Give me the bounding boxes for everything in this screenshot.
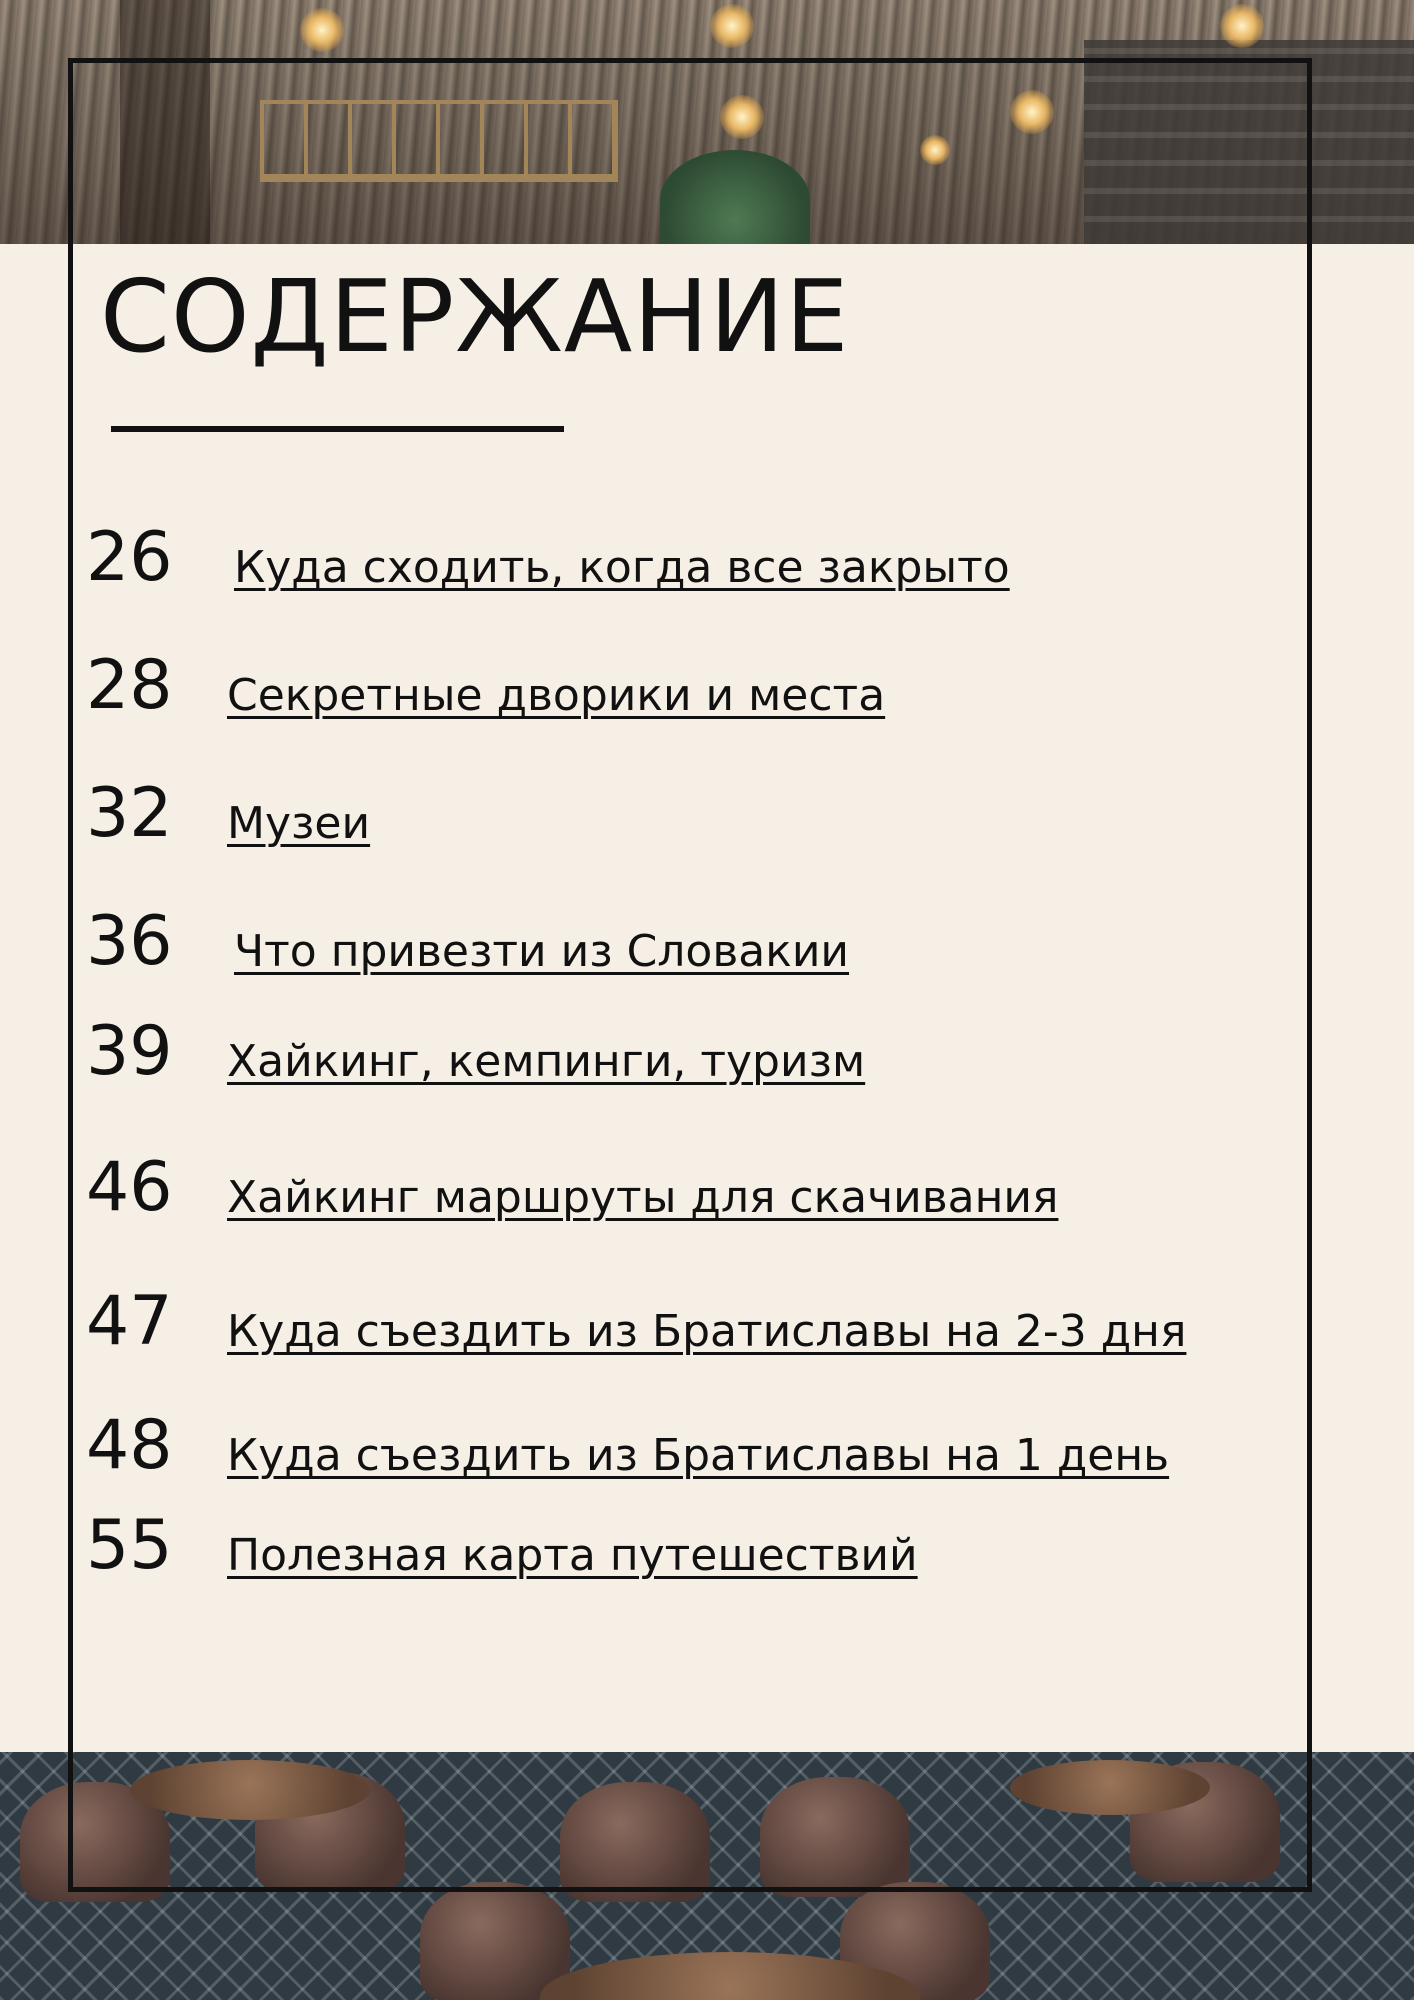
photo-lamp (1220, 4, 1264, 48)
toc-page-number: 39 (86, 1012, 173, 1091)
photo-chair (560, 1782, 710, 1902)
photo-lamp (1010, 90, 1054, 134)
toc-page-number: 32 (86, 774, 173, 853)
toc-item (0, 518, 1300, 608)
photo-balcony (260, 100, 618, 182)
toc-link[interactable]: Музеи (227, 798, 371, 849)
toc-item (0, 1148, 1300, 1238)
toc-item (0, 1012, 1300, 1102)
toc-item (0, 902, 1300, 992)
toc-item (0, 774, 1300, 864)
toc-link[interactable]: Хайкинг, кемпинги, туризм (227, 1036, 866, 1087)
photo-lamp (720, 95, 764, 139)
toc-link[interactable]: Куда сходить, когда все закрыто (234, 542, 1010, 593)
footer-photo-restaurant-tables (0, 1752, 1414, 2000)
toc-item (0, 646, 1300, 736)
photo-lamp (710, 4, 754, 48)
toc-link[interactable]: Что привезти из Словакии (234, 926, 850, 977)
toc-link[interactable]: Секретные дворики и места (227, 670, 886, 721)
toc-item (0, 1282, 1300, 1372)
photo-table (130, 1760, 370, 1820)
title-underline-rule (111, 426, 564, 432)
toc-page-number: 46 (86, 1148, 173, 1227)
toc-page-number: 28 (86, 646, 173, 725)
photo-table (1010, 1760, 1210, 1815)
toc-link[interactable]: Полезная карта путешествий (227, 1530, 918, 1581)
toc-item (0, 1506, 1300, 1596)
photo-chair (420, 1882, 570, 2000)
header-photo-restaurant-ceiling (0, 0, 1414, 244)
photo-lamp (920, 135, 950, 165)
toc-link[interactable]: Куда съездить из Братиславы на 1 день (227, 1430, 1170, 1481)
photo-brick-wall (1084, 40, 1414, 244)
toc-page-number: 26 (86, 518, 173, 597)
toc-link[interactable]: Хайкинг маршруты для скачивания (227, 1172, 1059, 1223)
toc-link[interactable]: Куда съездить из Братиславы на 2-3 дня (227, 1306, 1187, 1357)
toc-item (0, 1406, 1300, 1496)
toc-page-number: 47 (86, 1282, 173, 1361)
toc-page-number: 48 (86, 1406, 173, 1485)
page-title: СОДЕРЖАНИЕ (100, 258, 850, 375)
toc-page-number: 55 (86, 1506, 173, 1585)
toc-page-number: 36 (86, 902, 173, 981)
photo-plant (660, 150, 810, 244)
photo-chair (760, 1777, 910, 1897)
photo-beam (120, 0, 210, 244)
photo-lamp (300, 8, 344, 52)
